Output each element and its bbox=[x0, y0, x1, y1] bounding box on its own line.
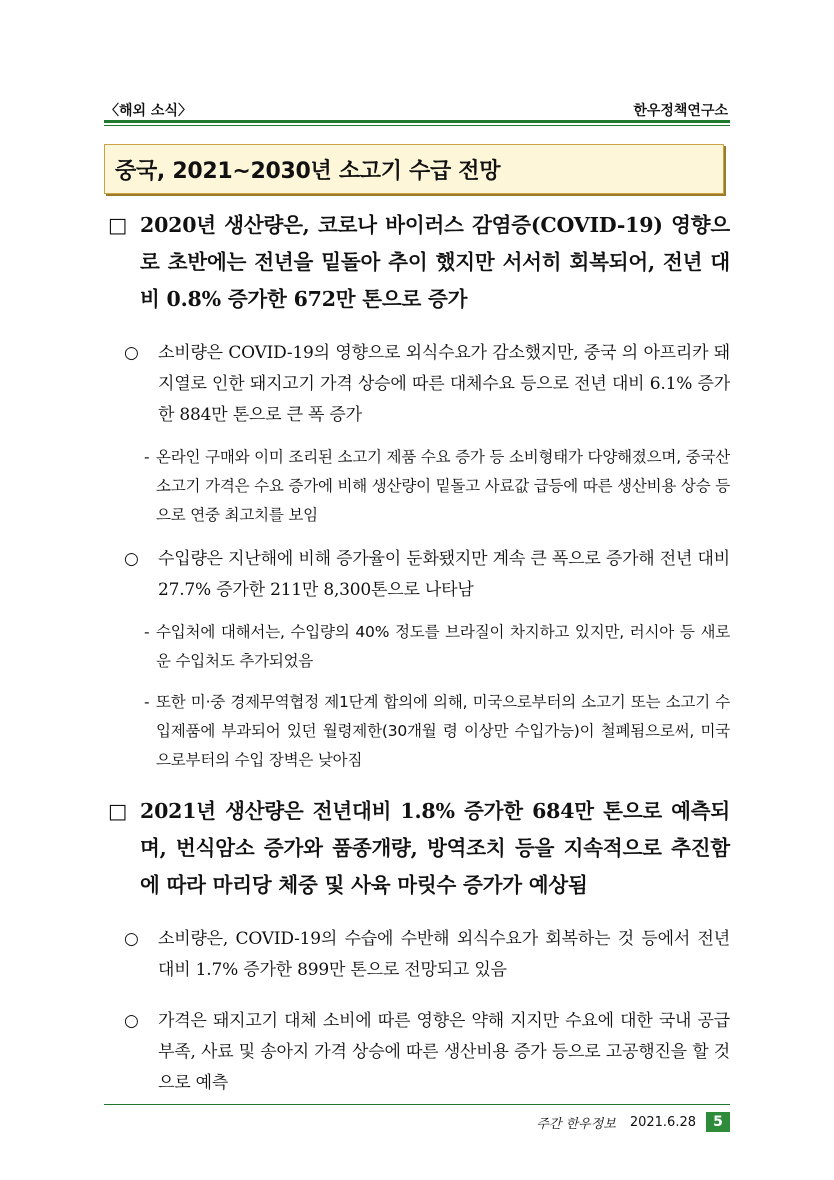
sub-point-text: 소비량은 COVID-19의 영향으로 외식수요가 감소했지만, 중국 의 아프리카 돼지열로 인한 돼지고기 가격 상승에 따른 대체수요 등으로 전년 대비 6.1% 증가한 884만 톤으로 큰 폭 증가 bbox=[158, 343, 730, 425]
issue-date: 2021.6.28 bbox=[629, 1114, 696, 1130]
main-point bbox=[104, 207, 730, 318]
sub-point bbox=[104, 338, 730, 431]
main-point-text: 2021년 생산량은 전년대비 1.8% 증가한 684만 톤으로 예측되며, 번식암소 증가와 품종개량, 방역조치 등을 지속적으로 추진함에 따라 마리당 체중 및 사육 마릿수 증가가 예상됨 bbox=[140, 799, 730, 897]
sub-point-text: 가격은 돼지고기 대체 소비에 따른 영향은 약해 지지만 수요에 대한 국내 공급부족, 사료 및 송아지 가격 상승에 따른 생산비용 증가 등으로 고공행진을 할 것으로 예측 bbox=[158, 1011, 730, 1093]
detail-point-text: 또한 미·중 경제무역협정 제1단계 합의에 의해, 미국으로부터의 소고기 또는 소고기 수입제품에 부과되어 있던 월령제한(30개월 령 이상만 수입가능)이 철폐됨으로써, 미국으로부터의 수입 장벽은 낮아짐 bbox=[156, 693, 730, 769]
sub-point bbox=[104, 1006, 730, 1099]
main-point-text: 2020년 생산량은, 코로나 바이러스 감염증(COVID-19) 영향으로 초반에는 전년을 밑돌아 추이 했지만 서서히 회복되어, 전년 대비 0.8% 증가한 672만 톤으로 증가 bbox=[140, 213, 730, 311]
square-bullet: □ bbox=[108, 799, 128, 823]
main-point bbox=[104, 793, 730, 904]
publication-name: 주간 한우정보 bbox=[536, 1116, 616, 1132]
header-rule bbox=[104, 120, 730, 123]
detail-point bbox=[104, 618, 730, 676]
circle-bullet: ○ bbox=[124, 343, 139, 363]
circle-bullet: ○ bbox=[124, 929, 139, 949]
detail-point bbox=[104, 688, 730, 775]
page-footer bbox=[536, 1112, 730, 1132]
detail-point-text: 수입처에 대해서는, 수입량의 40% 정도를 브라질이 차지하고 있지만, 러시아 등 새로운 수입처도 추가되었음 bbox=[156, 623, 730, 670]
detail-point-text: 온라인 구매와 이미 조리된 소고기 제품 수요 증가 등 소비형태가 다양해졌으며, 중국산 소고기 가격은 수요 증가에 비해 생산량이 밑돌고 사료값 급등에 따른 생산비용 상승 등으로 연중 최고치를 보임 bbox=[156, 448, 730, 524]
sub-point-text: 소비량은, COVID-19의 수습에 수반해 외식수요가 회복하는 것 등에서 전년 대비 1.7% 증가한 899만 톤으로 전망되고 있음 bbox=[158, 929, 730, 980]
dash-bullet: - bbox=[144, 623, 150, 641]
sub-point bbox=[104, 544, 730, 606]
sub-point-text: 수입량은 지난해에 비해 증가율이 둔화됐지만 계속 큰 폭으로 증가해 전년 대비 27.7% 증가한 211만 8,300톤으로 나타남 bbox=[158, 549, 730, 600]
article-body bbox=[104, 207, 730, 1099]
detail-point bbox=[104, 443, 730, 530]
page-number-badge: 5 bbox=[706, 1112, 730, 1132]
sub-point bbox=[104, 924, 730, 986]
dash-bullet: - bbox=[144, 693, 150, 711]
header-section-label: 〈해외 소식〉 bbox=[105, 103, 192, 119]
footer-rule bbox=[104, 1104, 730, 1105]
square-bullet: □ bbox=[108, 213, 128, 237]
header-org-name: 한우정책연구소 bbox=[633, 103, 728, 119]
circle-bullet: ○ bbox=[124, 549, 139, 569]
circle-bullet: ○ bbox=[124, 1011, 139, 1031]
header-rule-thin bbox=[104, 125, 730, 126]
dash-bullet: - bbox=[144, 448, 150, 466]
article-title: 중국, 2021~2030년 소고기 수급 전망 bbox=[104, 144, 724, 194]
